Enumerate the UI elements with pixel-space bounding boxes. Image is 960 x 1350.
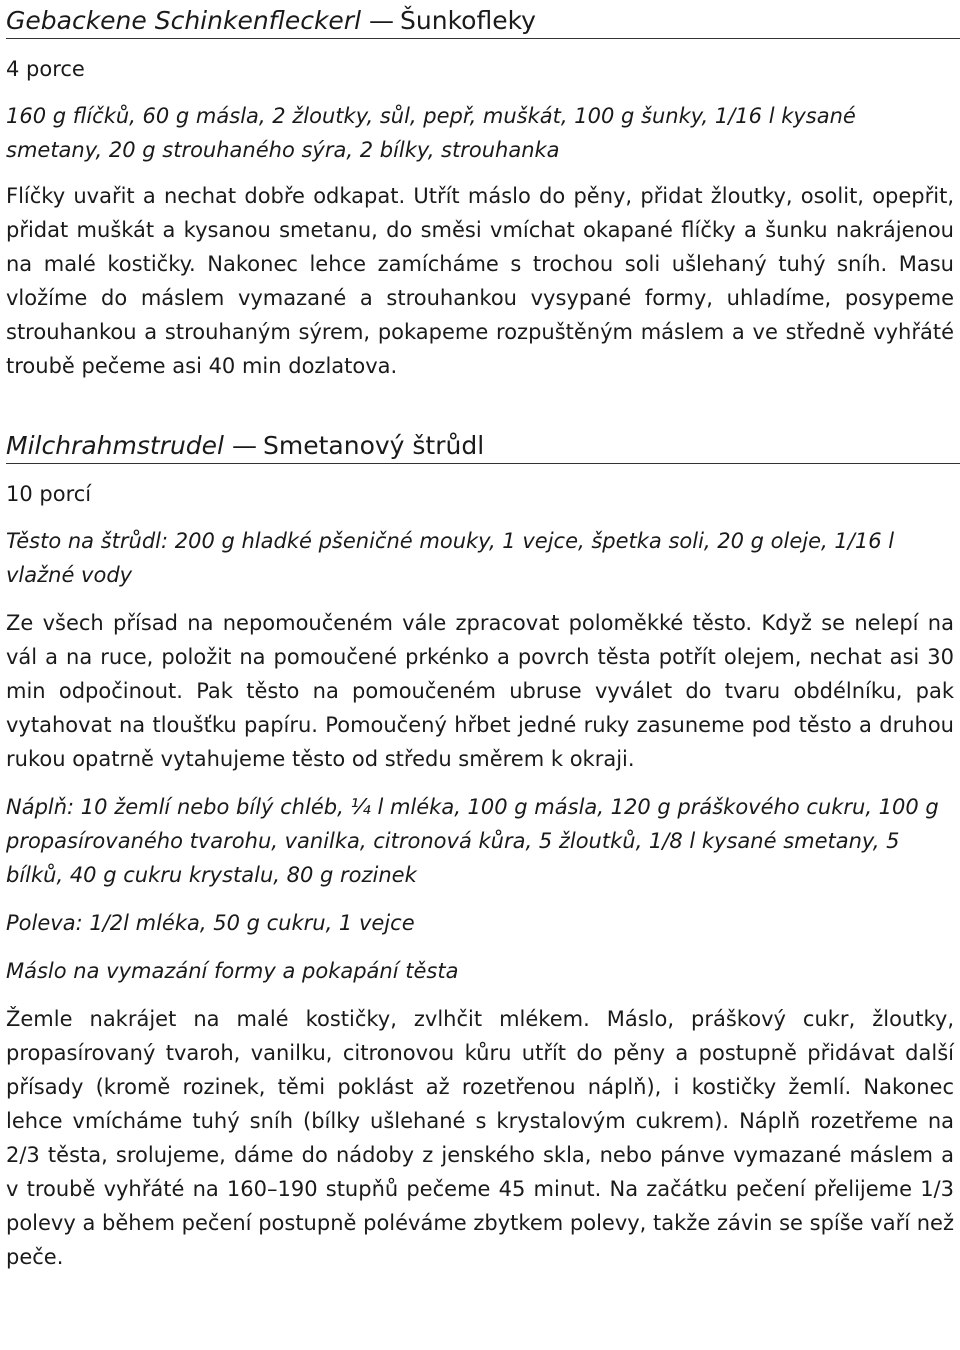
recipe-schinkenfleckerl xyxy=(6,0,954,383)
instructions: Flíčky uvařit a nechat dobře odkapat. Utřít máslo do pěny, přidat žloutky, osolit, opepřit, přidat muškát a kysanou smetanu, do směsi vmíchat okapané flíčky a šunku nakrájenou na malé kostičky. Nakonec lehce zamícháme s trochou soli ušlehaný tuhý sníh. Masu vložíme do máslem vymazané a strouhankou vysypané formy, uhladíme, posypeme strouhankou a strouhaným sýrem, pokapeme rozpuštěným máslem a ve středně vyhřáté troubě pečeme asi 40 min dozlatova. xyxy=(6,184,954,378)
recipe-title xyxy=(6,0,960,39)
recipe-title xyxy=(6,421,960,464)
title-separator: — xyxy=(369,6,395,35)
title-german: Gebackene Schinkenfleckerl xyxy=(6,6,362,35)
title-german: Milchrahmstrudel xyxy=(6,431,224,460)
portions: 4 porce xyxy=(6,57,85,81)
dough-ingredients: Těsto na štrůdl: 200 g hladké pšeničné mouky, 1 vejce, špetka soli, 20 g oleje, 1/16 l vlažné vody xyxy=(6,529,895,587)
butter-note: Máslo na vymazání formy a pokapání těsta xyxy=(6,959,459,983)
title-czech: Smetanový štrůdl xyxy=(263,431,485,460)
title-separator: — xyxy=(232,431,257,460)
title-czech: Šunkofleky xyxy=(400,6,536,35)
dough-instructions: Ze všech přísad na nepomoučeném vále zpracovat poloměkké těsto. Když se nelepí na vál a na ruce, položit na pomoučené prkénko a povrch těsta potřít olejem, nechat asi 30 min odpočinout. Pak těsto na pomoučeném ubruse vyválet do tvaru obdélníku, pak vytahovat na tloušťku papíru. Pomoučený hřbet jedné ruky zasuneme pod těsto a druhou rukou opatrně vytahujeme těsto od středu směrem k okraji. xyxy=(6,611,954,771)
portions: 10 porcí xyxy=(6,482,92,506)
topping-ingredients: Poleva: 1/2l mléka, 50 g cukru, 1 vejce xyxy=(6,911,415,935)
recipe-milchrahmstrudel xyxy=(6,421,954,1274)
filling-ingredients: Náplň: 10 žemlí nebo bílý chléb, ¼ l mléka, 100 g másla, 120 g práškového cukru, 100 g propasírovaného tvarohu, vanilka, citronová kůra, 5 žloutků, 1/8 l kysané smetany, 5 bílků, 40 g cukru krystalu, 80 g rozinek xyxy=(6,795,939,887)
final-instructions: Žemle nakrájet na malé kostičky, zvlhčit mlékem. Máslo, práškový cukr, žloutky, propasírovaný tvaroh, vanilku, citronovou kůru utřít do pěny a postupně přidávat další přísady (kromě rozinek, těmi poklást až rozetřenou náplň), i kostičky žemlí. Nakonec lehce vmícháme tuhý sníh (bílky ušlehané s krystalovým cukrem). Náplň rozetřeme na 2/3 těsta, srolujeme, dáme do nádoby z jenského skla, nebo pánve vymazané máslem a v troubě vyhřáté na 160–190 stupňů pečeme 45 minut. Na začátku pečení přelijeme 1/3 polevy a během pečení postupně poléváme zbytkem polevy, takže závin se spíše vaří než peče. xyxy=(6,1007,954,1269)
ingredients: 160 g flíčků, 60 g másla, 2 žloutky, sůl, pepř, muškát, 100 g šunky, 1/16 l kysané smetany, 20 g strouhaného sýra, 2 bílky, strouhanka xyxy=(6,104,856,162)
